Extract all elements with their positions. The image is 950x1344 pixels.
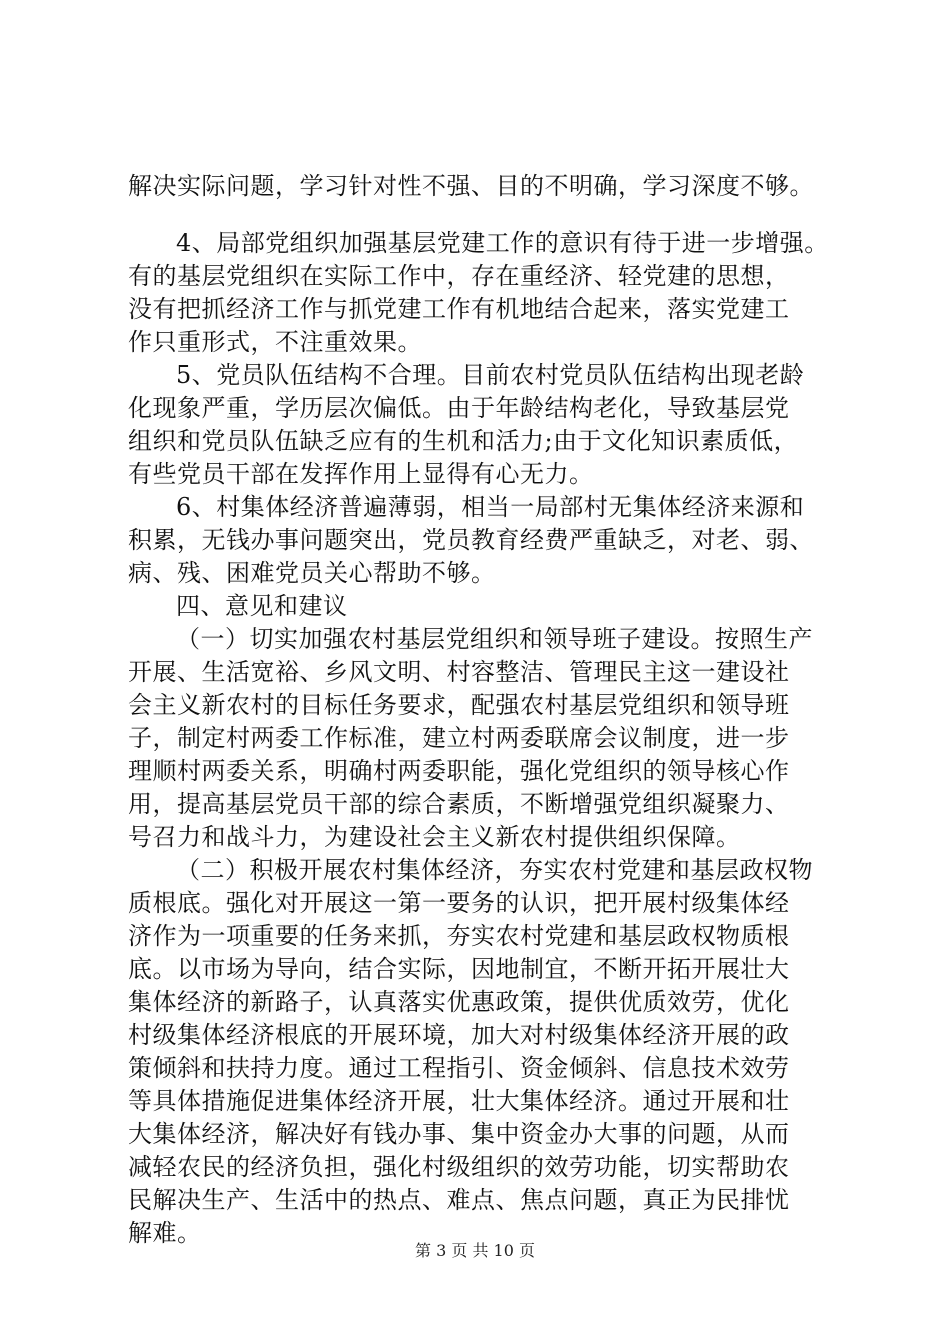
paragraph-item-4: 4、局部党组织加强基层党建工作的意识有待于进一步增强。: [176, 229, 829, 257]
text-line: 大集体经济，解决好有钱办事、集中资金办大事的问题，从而: [128, 1120, 790, 1148]
text-line: 没有把抓经济工作与抓党建工作有机地结合起来，落实党建工: [128, 295, 790, 323]
paragraph-one: （一）切实加强农村基层党组织和领导班子建设。按照生产: [176, 625, 813, 653]
document-body: [128, 170, 858, 1250]
paragraph-two: （二）积极开展农村集体经济，夯实农村党建和基层政权物: [176, 856, 813, 884]
text-line: 会主义新农村的目标任务要求，配强农村基层党组织和领导班: [128, 691, 790, 719]
text-line: 解决实际问题，学习针对性不强、目的不明确，学习深度不够。: [128, 172, 814, 200]
text-line: 组织和党员队伍缺乏应有的生机和活力;由于文化知识素质低，: [128, 427, 799, 455]
text-line: 减轻农民的经济负担，强化村级组织的效劳功能，切实帮助农: [128, 1153, 790, 1181]
text-line: 理顺村两委关系，明确村两委职能，强化党组织的领导核心作: [128, 757, 790, 785]
text-line: 质根底。强化对开展这一第一要务的认识，把开展村级集体经: [128, 889, 790, 917]
text-line: 策倾斜和扶持力度。通过工程指引、资金倾斜、信息技术效劳: [128, 1054, 790, 1082]
text-line: 子，制定村两委工作标准，建立村两委联席会议制度，进一步: [128, 724, 790, 752]
text-line: 民解决生产、生活中的热点、难点、焦点问题，真正为民排忧: [128, 1186, 790, 1214]
text-line: 济作为一项重要的任务来抓，夯实农村党建和基层政权物质根: [128, 922, 790, 950]
text-line: 有些党员干部在发挥作用上显得有心无力。: [128, 460, 594, 488]
text-line: 村级集体经济根底的开展环境，加大对村级集体经济开展的政: [128, 1021, 790, 1049]
text-line: 作只重形式，不注重效果。: [128, 328, 422, 356]
text-line: 集体经济的新路子，认真落实优惠政策，提供优质效劳，优化: [128, 988, 790, 1016]
paragraph-item-5: 5、党员队伍结构不合理。目前农村党员队伍结构出现老龄: [176, 361, 805, 389]
text-line: 病、残、困难党员关心帮助不够。: [128, 559, 496, 587]
text-line: 解难。: [128, 1219, 202, 1247]
text-line: 号召力和战斗力，为建设社会主义新农村提供组织保障。: [128, 823, 741, 851]
page-number-footer: 第 3 页 共 10 页: [415, 1241, 535, 1260]
text-line: 开展、生活宽裕、乡风文明、村容整洁、管理民主这一建设社: [128, 658, 790, 686]
text-line: 积累，无钱办事问题突出，党员教育经费严重缺乏，对老、弱、: [128, 526, 814, 554]
text-line: 有的基层党组织在实际工作中，存在重经济、轻党建的思想，: [128, 262, 790, 290]
text-line: 底。以市场为导向，结合实际，因地制宜，不断开拓开展壮大: [128, 955, 790, 983]
text-line: 化现象严重，学历层次偏低。由于年龄结构老化，导致基层党: [128, 394, 790, 422]
paragraph-item-6: 6、村集体经济普遍薄弱，相当一局部村无集体经济来源和: [176, 493, 805, 521]
section-heading: 四、意见和建议: [176, 592, 348, 620]
text-line: 等具体措施促进集体经济开展，壮大集体经济。通过开展和壮: [128, 1087, 790, 1115]
text-line: 用，提高基层党员干部的综合素质，不断增强党组织凝聚力、: [128, 790, 790, 818]
